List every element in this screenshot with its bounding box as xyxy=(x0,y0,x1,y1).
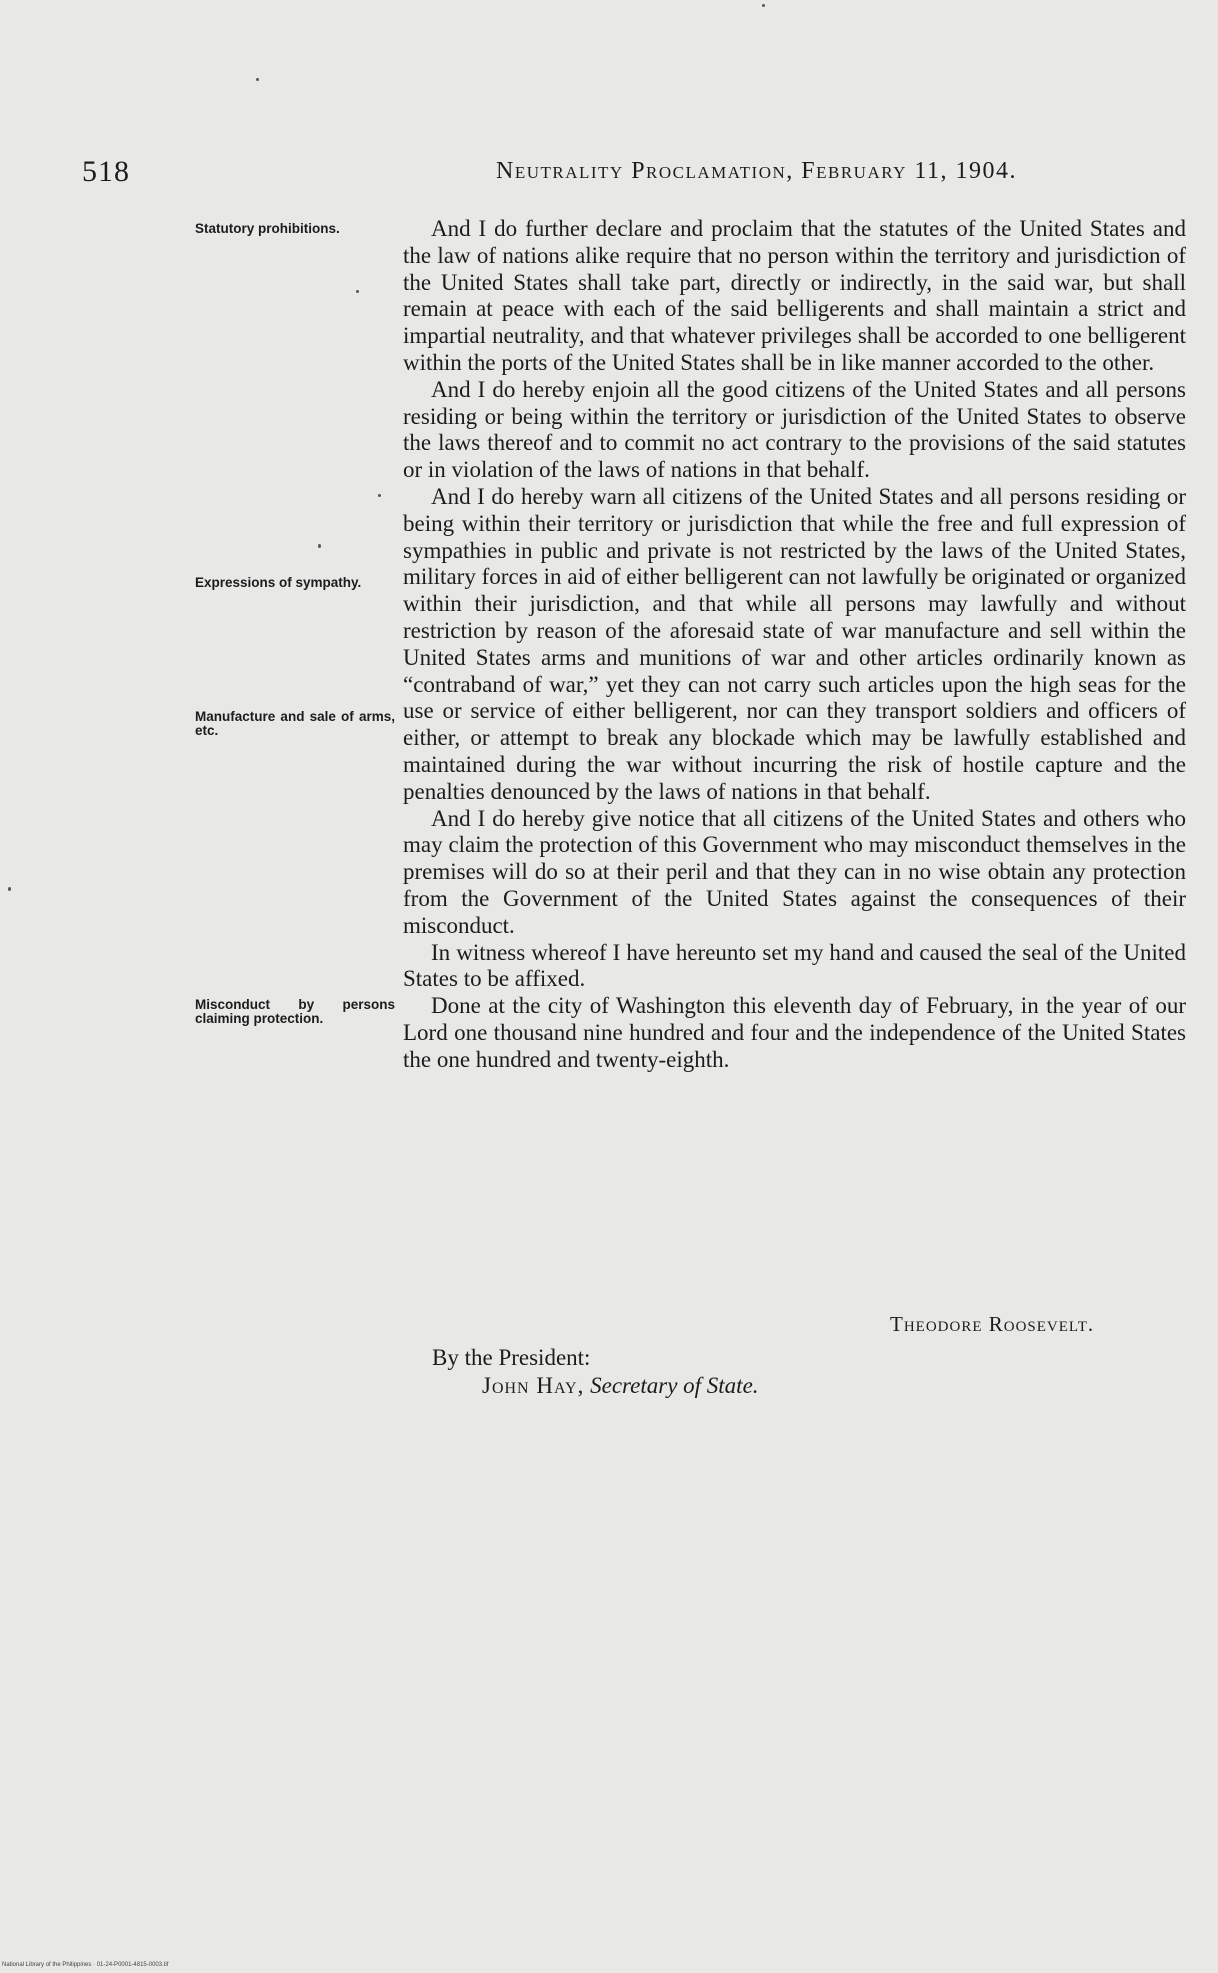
scan-speck xyxy=(318,544,321,548)
running-head: Neutrality Proclamation, February 11, 1904. xyxy=(496,158,1018,184)
margin-note-misconduct: Misconduct by persons claiming protection. xyxy=(195,997,395,1026)
attestation xyxy=(432,1344,759,1400)
scan-speck xyxy=(8,887,11,891)
attestation-intro: By the President: xyxy=(432,1345,591,1370)
page-number: 518 xyxy=(82,155,130,188)
margin-note-expressions-of-sympathy: Expressions of sympathy. xyxy=(195,575,362,590)
paragraph-enjoin: And I do hereby enjoin all the good citizens of the United States and all persons residing or being within the territory or jurisdiction of the United States to observe the laws thereof and to commit no act contrary to the provisions of the said statutes or in violation of the laws of nations in that behalf. xyxy=(403,376,1186,483)
secretary-name: John Hay, xyxy=(482,1373,585,1398)
secretary-title: Secretary of State. xyxy=(590,1373,759,1398)
paragraph-witness: In witness whereof I have hereunto set my hand and caused the seal of the United States to be affixed. xyxy=(403,939,1186,992)
scan-speck xyxy=(256,78,259,81)
signature: Theodore Roosevelt. xyxy=(890,1312,1095,1336)
scan-speck xyxy=(356,290,359,293)
proclamation-body xyxy=(403,216,1186,1074)
paragraph-statutory: And I do further declare and proclaim that the statutes of the United States and the law of nations alike require that no person within the territory and jurisdiction of the United States shall take part, directly or indirectly, in the said war, but shall remain at peace with each of the said belligerents and shall maintain a strict and impartial neutrality, and that whatever privileges shall be accorded to one belligerent within the ports of the United States shall be in like manner accorded to the other. xyxy=(403,216,1186,375)
margin-note-statutory-prohibitions: Statutory prohibitions. xyxy=(195,221,340,236)
scan-speck xyxy=(378,494,381,497)
paragraph-notice: And I do hereby give notice that all citizens of the United States and others who may claim the protection of this Government who may misconduct themselves in the premises will do so at their peril and that they can in no wise obtain any protection from the Government of the United States against the consequences of their misconduct. xyxy=(403,805,1186,938)
paragraph-done-at: Done at the city of Washington this eleventh day of February, in the year of our Lord one thousand nine hundred and four and the independence of the United States the one hundred and twenty-eighth. xyxy=(403,993,1186,1072)
paragraph-warning: And I do hereby warn all citizens of the United States and all persons residing or being within their territory or jurisdiction that while the free and full expression of sympathies in public and private is not restricted by the laws of the United States, military forces in aid of either belligerent can not lawfully be originated or organized within their jurisdiction, and that while all persons may lawfully and without restriction by reason of the aforesaid state of war manufacture and sell within the United States arms and munitions of war and other articles ordinarily known as “contraband of war,” yet they can not carry such articles upon the high seas for the use or service of either belligerent, nor can they transport soldiers and officers of either, or attempt to break any blockade which may be lawfully established and maintained during the war without incurring the risk of hostile capture and the penalties denounced by the laws of nations in that behalf. xyxy=(403,483,1186,804)
margin-note-manufacture-of-arms: Manufacture and sale of arms, etc. xyxy=(195,709,395,738)
scan-speck xyxy=(762,4,765,7)
attestation-line xyxy=(482,1372,759,1400)
scan-footer: National Library of the Philippines · 01-24-P0001-4815-0003.tif xyxy=(2,1962,169,1968)
